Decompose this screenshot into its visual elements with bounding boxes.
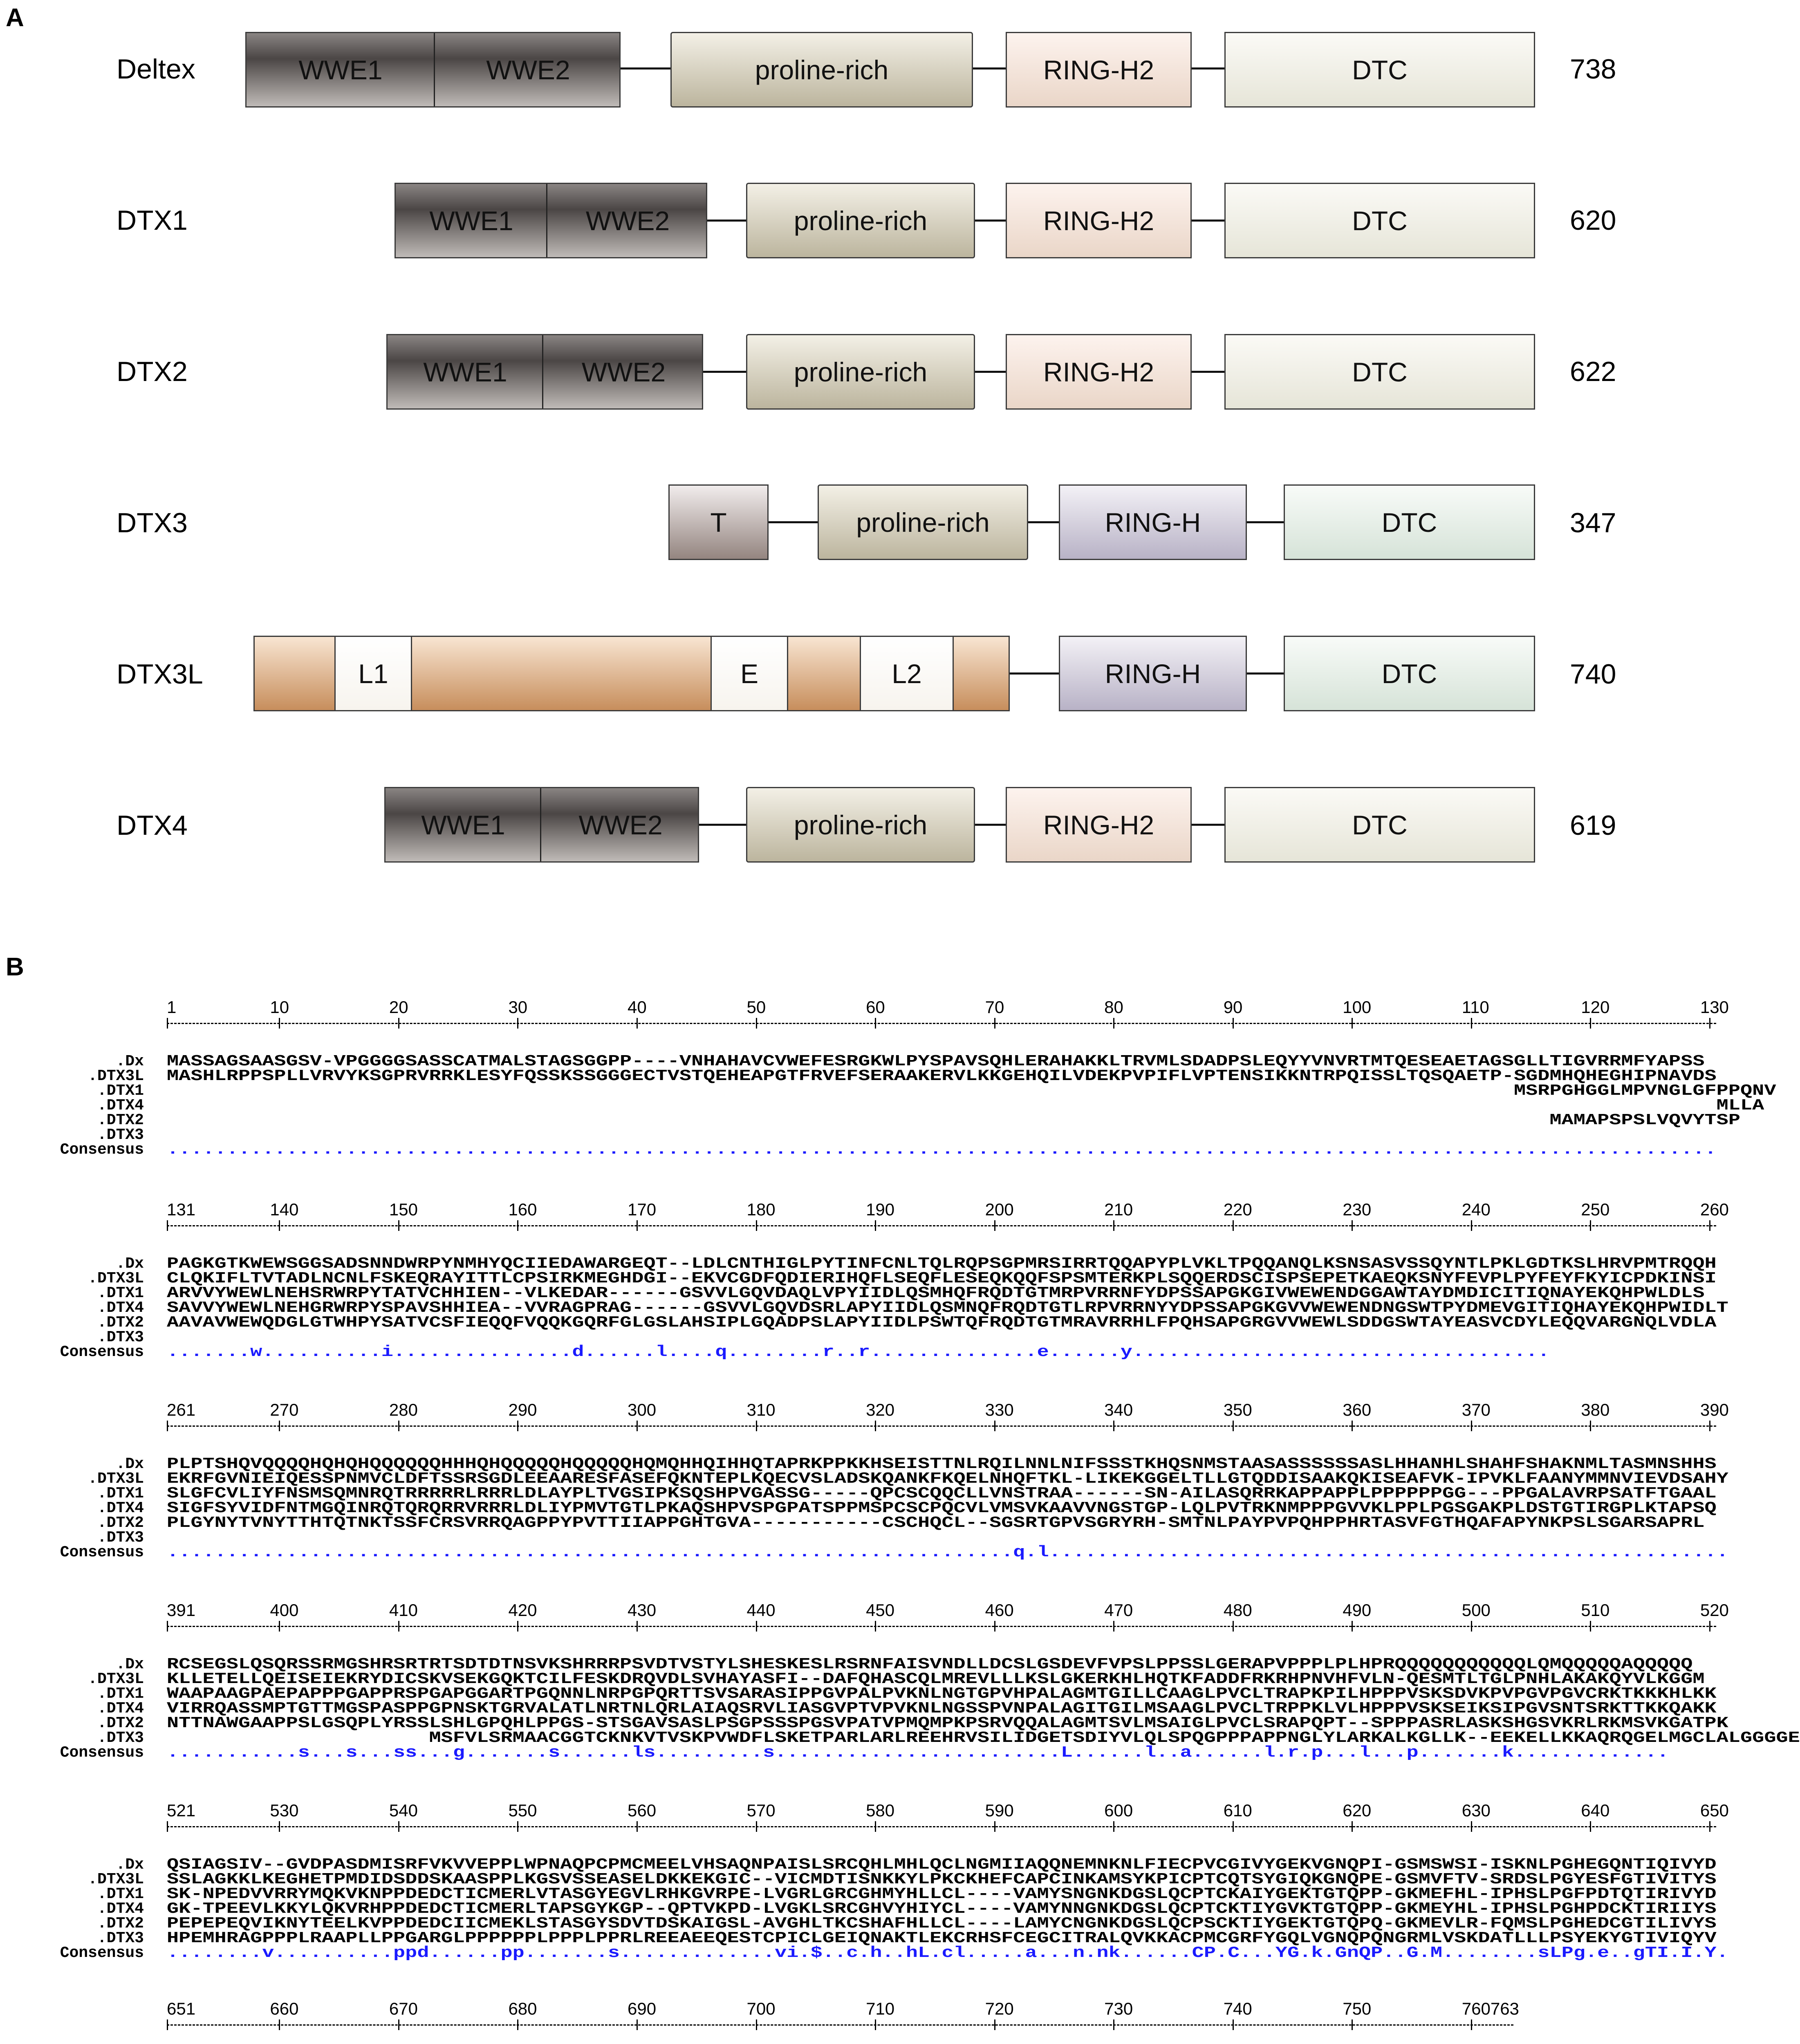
sequence-label: .Dx xyxy=(116,1255,144,1273)
ruler-number: 620 xyxy=(1343,1801,1372,1820)
aligned-sequence: RCSEGSLQSQRSSRMGSHRSRTRTSDTDTNSVKSHRRRPSVDTVSTYLSHESKESLRSRNFAISVNDLLDCSLGSDEVFVPSLPPSSLGERAPVPPPLPLHPRQQQQQQQQQQQLQMQQQQQAQQQQQ xyxy=(167,1656,1693,1673)
ruler-tick xyxy=(994,2019,995,2030)
aligned-sequence: MSFVLSRMAACGGTCKNKVTVSKPVWDFLSKETPARLARLREEHRVSILIDGETSDIYVLQLSPQGPPPAPPNGLYLARKALKGLLK--EEKELLKKAQRQGELMGCLALGGGGE xyxy=(167,1729,1800,1747)
ruler-tick xyxy=(875,1421,876,1431)
ruler-tick xyxy=(1352,1421,1353,1431)
ruler-number: 210 xyxy=(1104,1200,1133,1219)
linker xyxy=(769,521,820,523)
ruler-tick xyxy=(398,1421,399,1431)
ruler-tick xyxy=(637,1421,638,1431)
ruler-number: 760763 xyxy=(1462,1999,1519,2018)
ruler-number: 380 xyxy=(1581,1400,1610,1419)
ruler-number: 520 xyxy=(1700,1600,1729,1620)
wwe-domain-pair xyxy=(384,787,699,863)
protein-name-dtx3l: DTX3L xyxy=(117,659,203,690)
sequence-label: .DTX3 xyxy=(97,1529,144,1546)
ruler-number: 170 xyxy=(628,1200,657,1219)
ruler-number: 570 xyxy=(746,1801,776,1820)
proline-rich-domain: proline-rich xyxy=(818,484,1028,560)
ruler-number: 70 xyxy=(985,997,1004,1017)
linker xyxy=(1190,220,1224,222)
aligned-sequence: QSIAGSIV--GVDPASDMISRFVKVVEPPLWPNAQPCPMCMEELVHSAQNPAISLSRCQHLMHLQCLNGMIIAQQNEMNKNLFIECPVCGIVYGEKVGNQPI-GSMSWSI-ISKNLPGHEGQNTIQIVYD xyxy=(167,1856,1717,1874)
sequence-label: .Dx xyxy=(116,1455,144,1473)
consensus-sequence: ...........s...s...ss...g.......s......ls.........s........................L......l..a......l.r.p...l...p.......k............. xyxy=(167,1744,1669,1762)
ruler-number: 410 xyxy=(389,1600,418,1620)
consensus-sequence: .................................................................................................................................. xyxy=(167,1141,1717,1159)
dtc-domain: DTC xyxy=(1284,484,1535,560)
ruler-number: 140 xyxy=(270,1200,299,1219)
ruler-tick xyxy=(1590,1821,1591,1832)
aligned-sequence: MAMAPSPSLVQVYTSP xyxy=(167,1112,1741,1129)
ruler-tick xyxy=(279,2019,280,2030)
ruler-tick xyxy=(994,1821,995,1832)
sequence-label: .DTX2 xyxy=(97,1112,144,1129)
ruler-number: 360 xyxy=(1343,1400,1372,1419)
sequence-label: .DTX2 xyxy=(97,1314,144,1331)
ruler-number: 220 xyxy=(1223,1200,1252,1219)
ruler-tick xyxy=(637,1821,638,1832)
sequence-label: .DTX2 xyxy=(97,1715,144,1732)
dtc-domain: DTC xyxy=(1224,32,1535,108)
ruler-number: 730 xyxy=(1104,1999,1133,2018)
aligned-sequence: SAVVYWEWLNEHGRWRPYSPAVSHHIEA--VVRAGPRAG------GSVVLGQVDSRLAPYIIDLQSMNQFRQDTGTLRPVRRNYYDPSSAPGKGVVWEWENDNGSWTPYDMEVGITIQHAYEKQHPWIDLT xyxy=(167,1299,1728,1317)
proline-rich-domain: proline-rich xyxy=(746,183,975,258)
ruler-number: 1 xyxy=(167,997,177,1017)
sequence-label: .DTX4 xyxy=(97,1700,144,1717)
ruler-number: 670 xyxy=(389,1999,418,2018)
consensus-sequence: .......w..........i...............d......l....q........r..r..............e......y................................... xyxy=(167,1343,1550,1361)
ruler-tick xyxy=(279,1621,280,1632)
ruler-tick xyxy=(398,1018,399,1029)
protein-length-dtx3: 347 xyxy=(1570,507,1616,538)
t-domain: T xyxy=(668,484,769,560)
ruler-tick xyxy=(1352,1821,1353,1832)
proline-rich-domain: proline-rich xyxy=(746,787,975,863)
ruler-tick xyxy=(1352,1621,1353,1632)
ring-h2-domain: RING-H2 xyxy=(1006,787,1192,863)
ruler-number: 700 xyxy=(746,1999,776,2018)
ruler-number: 260 xyxy=(1700,1200,1729,1219)
ruler-number: 60 xyxy=(866,997,885,1017)
ruler-number: 190 xyxy=(866,1200,895,1219)
ruler-number: 390 xyxy=(1700,1400,1729,1419)
wwe-domain-pair xyxy=(395,183,707,258)
ruler-number: 710 xyxy=(866,1999,895,2018)
sequence-label: .Dx xyxy=(116,1856,144,1874)
aligned-sequence: MSRPGHGGLMPVNGLGFPPQNV xyxy=(167,1082,1776,1100)
linker xyxy=(973,824,1006,826)
aligned-sequence: PLGYNYTVNYTTHTQTNKTSSFCRSVRRQAGPPYPVTTIIAPPGHTGVA-----------CSCHQCL--SGSRTGPVSGRYRH-SMTNLPAYPVPQHPPHRTASVFGTHQAFAPYNKPSLSGARSAPRL xyxy=(167,1514,1705,1532)
ruler-number: 131 xyxy=(167,1200,196,1219)
ruler-tick xyxy=(1233,1018,1234,1029)
wwe1-label: WWE1 xyxy=(298,54,383,85)
aligned-sequence: SSLAGKKLKEGHETPMDIDSDDSKAASPPLKGSVSSEASELDKKEKGIC--VICMDTISNKKYLPKCKHEFCAPCINKAMSYKPICPTCQTSYGIQKGNQPE-GSMVFTV-SRDSLPGYESFGTIVITYS xyxy=(167,1871,1717,1888)
ruler-number: 280 xyxy=(389,1400,418,1419)
protein-name-dtx4: DTX4 xyxy=(117,810,188,841)
wwe2-label: WWE2 xyxy=(581,356,666,387)
ruler-number: 480 xyxy=(1223,1600,1252,1620)
sequence-label: .DTX4 xyxy=(97,1499,144,1517)
ruler-tick xyxy=(1233,1421,1234,1431)
sequence-label: .DTX1 xyxy=(97,1284,144,1302)
ruler-number: 440 xyxy=(746,1600,776,1620)
aligned-sequence: SK-NPEDVVRRYMQKVKNPPDEDCTICMERLVTASGYEGVLRHKGVRPE-LVGRLGRCGHMYHLLCL----VAMYSNGNKDGSLQCPTCKAIYGEKTGTQPP-GKMEFHL-IPHSLPGFPDTQTIRIVYD xyxy=(167,1885,1717,1903)
ruler-number: 230 xyxy=(1343,1200,1372,1219)
protein-length-dtx2: 622 xyxy=(1570,356,1616,387)
ruler-number: 100 xyxy=(1343,997,1372,1017)
sequence-label: .DTX3 xyxy=(97,1930,144,1947)
ruler-number: 400 xyxy=(270,1600,299,1620)
protein-name-dtx2: DTX2 xyxy=(117,356,188,387)
ruler-number: 420 xyxy=(508,1600,537,1620)
ruler-tick xyxy=(1471,2019,1472,2030)
ruler-tick xyxy=(1590,1621,1591,1632)
ring-h2-domain: RING-H2 xyxy=(1006,32,1192,108)
l2-motif: L2 xyxy=(860,637,954,710)
ruler-tick xyxy=(1113,1018,1114,1029)
sequence-label: Consensus xyxy=(60,1544,144,1561)
linker xyxy=(973,220,1006,222)
ruler-tick xyxy=(517,1421,518,1431)
linker xyxy=(1026,521,1061,523)
ruler-number: 290 xyxy=(508,1400,537,1419)
sequence-label: .DTX3L xyxy=(88,1270,144,1287)
ring-h-domain: RING-H xyxy=(1059,636,1247,711)
ruler-tick xyxy=(398,1220,399,1231)
ring-h2-domain: RING-H2 xyxy=(1006,183,1192,258)
sequence-label: .DTX3L xyxy=(88,1067,144,1085)
ruler-number: 20 xyxy=(389,997,408,1017)
ruler-number: 300 xyxy=(628,1400,657,1419)
ruler-number: 530 xyxy=(270,1801,299,1820)
ruler-number: 10 xyxy=(270,997,289,1017)
ruler-tick xyxy=(756,1018,757,1029)
protein-name-dtx3: DTX3 xyxy=(117,507,188,538)
ruler-number: 270 xyxy=(270,1400,299,1419)
ruler-tick xyxy=(1113,1421,1114,1431)
ruler-tick xyxy=(756,1821,757,1832)
ruler-tick xyxy=(1113,1621,1114,1632)
wwe2-label: WWE2 xyxy=(585,205,670,236)
sequence-label: .DTX2 xyxy=(97,1514,144,1532)
linker xyxy=(697,824,746,826)
ruler-tick xyxy=(1352,2019,1353,2030)
ruler-number: 720 xyxy=(985,1999,1014,2018)
ruler-tick xyxy=(756,1220,757,1231)
ruler-tick xyxy=(994,1018,995,1029)
ruler-number: 500 xyxy=(1462,1600,1491,1620)
panel-a-letter: A xyxy=(6,4,24,32)
ruler-number: 590 xyxy=(985,1801,1014,1820)
wwe1-label: WWE1 xyxy=(423,356,507,387)
aligned-sequence: PAGKGTKWEWSGGSADSNNDWRPYNMHYQCIIEDAWARGEQT--LDLCNTHIGLPYTINFCNLTQLRQPSGPMRSIRRTQQAPYPLVKLTPQQANQLKSNSASVSSQYNTLPKLGDTKSLHRVPMTRQQH xyxy=(167,1255,1717,1273)
sequence-label: .DTX1 xyxy=(97,1485,144,1502)
sequence-label: .DTX3L xyxy=(88,1470,144,1488)
ruler-tick xyxy=(279,1821,280,1832)
ruler-tick xyxy=(1471,1421,1472,1431)
ruler-tick xyxy=(875,1220,876,1231)
ruler-tick xyxy=(637,1018,638,1029)
ruler-number: 540 xyxy=(389,1801,418,1820)
ruler-number: 610 xyxy=(1223,1801,1252,1820)
ruler-number: 690 xyxy=(628,1999,657,2018)
ruler-number: 110 xyxy=(1462,997,1489,1017)
ruler-tick xyxy=(1233,1621,1234,1632)
sequence-label: .DTX4 xyxy=(97,1299,144,1317)
ruler-tick xyxy=(1709,1220,1710,1231)
ruler-number: 160 xyxy=(508,1200,537,1219)
dtc-domain: DTC xyxy=(1284,636,1535,711)
sequence-label: .DTX1 xyxy=(97,1885,144,1903)
sequence-label: .Dx xyxy=(116,1053,144,1070)
ruler-number: 150 xyxy=(389,1200,418,1219)
protein-name-deltex: Deltex xyxy=(117,54,195,85)
ruler-tick xyxy=(398,1821,399,1832)
linker xyxy=(1190,67,1224,69)
ruler-tick xyxy=(1233,2019,1234,2030)
ruler-number: 550 xyxy=(508,1801,537,1820)
ruler-number: 560 xyxy=(628,1801,657,1820)
ruler-tick xyxy=(1352,1220,1353,1231)
sequence-label: Consensus xyxy=(60,1744,144,1762)
ruler-tick xyxy=(1590,1220,1591,1231)
aligned-sequence: HPEMHRAGPPPLRAAPLLPPGARGLPPPPPPLPPPLPPRLREEAEEQESTCPICLGEIQNAKTLEKCRHSFCEGCITRALQVKKACPMCGRFYGQLVGNQPQNGRMLVSKDATLLLPSYEKYGTIVIQYV xyxy=(167,1930,1717,1947)
e-motif: E xyxy=(711,637,788,710)
aligned-sequence: EKRFGVNIEIQESSPNMVCLDFTSSRSGDLEEAARESFASEFQKNTEPLKQECVSLADSKQANKFKQELNHQFTKL-LIKEKGGELTLLGTQDDISAAKQKISEAFVK-IPVKLFAANYMMNVIEVDSAHY xyxy=(167,1470,1728,1488)
sequence-label: Consensus xyxy=(60,1944,144,1962)
ruler-number: 630 xyxy=(1462,1801,1491,1820)
ruler-tick xyxy=(517,1621,518,1632)
ruler-number: 80 xyxy=(1104,997,1123,1017)
sequence-label: .DTX2 xyxy=(97,1915,144,1932)
l1-motif: L1 xyxy=(334,637,412,710)
ruler-number: 600 xyxy=(1104,1801,1133,1820)
ruler-number: 640 xyxy=(1581,1801,1610,1820)
ruler-tick xyxy=(167,1621,168,1632)
linker xyxy=(1008,672,1061,675)
ruler-number: 310 xyxy=(746,1400,776,1419)
ruler-tick xyxy=(1709,1421,1710,1431)
ring-h-domain: RING-H xyxy=(1059,484,1247,560)
aligned-sequence: CLQKIFLTVTADLNCNLFSKEQRAYITTLCPSIRKMEGHDGI--EKVCGDFQDIERIHQFLSEQFLESEQKQQFSPSMTERKPLSQQERDSCISPSEPETKAEQKSNYFEVPLPYFEYFKYICPDKINSI xyxy=(167,1270,1717,1287)
ruler-number: 320 xyxy=(866,1400,895,1419)
ruler-number: 340 xyxy=(1104,1400,1133,1419)
ruler-number: 261 xyxy=(167,1400,196,1419)
linker xyxy=(705,220,746,222)
ruler-tick xyxy=(517,2019,518,2030)
ruler-tick xyxy=(167,1220,168,1231)
ruler-tick xyxy=(1471,1821,1472,1832)
linker xyxy=(971,67,1006,69)
ruler-tick xyxy=(1709,1621,1710,1632)
aligned-sequence: KLLETELLQEISEIEKRYDICSKVSEKGQKTCILFESKDRQVDLSVHAYASFI--DAFQHASCQLMREVLLLKSLGKERKHLHQTKFADDFRKRHPNVHFVLN-QESMTLTGLPNHLAKAKQYVLKGGM xyxy=(167,1670,1705,1688)
ruler-tick xyxy=(1590,1018,1591,1029)
dtc-domain: DTC xyxy=(1224,183,1535,258)
aligned-sequence: MASSAGSAASGSV-VPGGGGSASSCATMALSTAGSGGPP----VNHAHAVCVWEFESRGKWLPYSPAVSQHLERAHAKKLTRVMLSDADPSLEQYYVNVRTMTQESEAETAGSGLLTIGVRRMFYAPSS xyxy=(167,1053,1705,1070)
ruler-number: 470 xyxy=(1104,1600,1133,1620)
ruler-number: 580 xyxy=(866,1801,895,1820)
sequence-label: .DTX3L xyxy=(88,1670,144,1688)
ruler-tick xyxy=(279,1421,280,1431)
ruler-tick xyxy=(875,2019,876,2030)
ruler-tick xyxy=(517,1220,518,1231)
ruler-number: 680 xyxy=(508,1999,537,2018)
ruler-tick xyxy=(637,1220,638,1231)
ruler-number: 750 xyxy=(1343,1999,1372,2018)
ruler-tick xyxy=(167,1421,168,1431)
ruler-number: 490 xyxy=(1343,1600,1372,1620)
protein-length-dtx1: 620 xyxy=(1570,205,1616,236)
aligned-sequence: GK-TPEEVLKKYLQKVRHPPDEDCTICMERLTAPSGYKGP--QPTVKPD-LVGKLSRCGHVYHIYCL----VAMYNNGNKDGSLQCPTCKTIYGVKTGTQPP-GKMEYHL-IPHSLPGHPDCKTIRIIYS xyxy=(167,1900,1717,1918)
ruler-tick xyxy=(398,1621,399,1632)
ruler-tick xyxy=(1233,1821,1234,1832)
ruler-number: 651 xyxy=(167,1999,196,2018)
ruler-tick xyxy=(167,2019,168,2030)
ruler-tick xyxy=(167,1821,168,1832)
aligned-sequence: AAVAVWEWQDGLGTWHPYSATVCSFIEQQFVQQKGQRFGLGSLAHSIPLGQADPSLAPYIIDLPSWTQFRQDTGTMRAVRRHLFPQHSAPGRGVVWEWLSDDGSWTAYEASVCDYLEQQVARGNQLVDLA xyxy=(167,1314,1717,1331)
ruler-number: 180 xyxy=(746,1200,776,1219)
sequence-label: .DTX3 xyxy=(97,1329,144,1346)
ruler-tick xyxy=(1590,1421,1591,1431)
ruler-tick xyxy=(756,1621,757,1632)
proline-rich-domain: proline-rich xyxy=(746,334,975,410)
ruler-tick xyxy=(994,1421,995,1431)
aligned-sequence: SLGFCVLIYFNSMSQMNRQTRRRRRLRRRLDLAYPLTVGSIPKSQSHPVGASSG-----QPCSCQQCLLVNSTRAA------SN-AILASQRRKAPPAPPLPPPPPPGG---PPGALAVRPSATFTGAAL xyxy=(167,1485,1717,1502)
ruler-tick xyxy=(1113,1821,1114,1832)
dtx3l-n-terminal-region xyxy=(253,636,1010,711)
ruler-number: 200 xyxy=(985,1200,1014,1219)
wwe2-label: WWE2 xyxy=(578,809,663,840)
ruler-number: 510 xyxy=(1581,1600,1610,1620)
ruler-tick xyxy=(1709,1821,1710,1832)
protein-length-dtx4: 619 xyxy=(1570,810,1616,841)
aligned-sequence: ARVVYWEWLNEHSRWRPYTATVCHHIEN--VLKEDAR------GSVVLGQVDAQLVPYIIDLQSMHQFRQDTGTMRPVRRNFYDPSSAPGKGIVWEWENDGGAWTAYDMDICITIQNAYEKQHPWLDLS xyxy=(167,1284,1705,1302)
ruler-number: 350 xyxy=(1223,1400,1252,1419)
ruler-tick xyxy=(756,2019,757,2030)
ruler-tick xyxy=(1113,2019,1114,2030)
aligned-sequence: MASHLRPPSPLLVRVYKSGPRVRRKLESYFQSSKSSGGGECTVSTQEHEAPGTFRVEFSERAAKERVLKKGEHQILVDEKPVPIFLVPTENSIKKNTRPQISSLTQSQAETP-SGDMHQHEGHIPNAVDS xyxy=(167,1067,1717,1085)
ring-h2-domain: RING-H2 xyxy=(1006,334,1192,410)
wwe-domain-pair xyxy=(245,32,621,108)
consensus-sequence: .......................................................................q.l......................................................... xyxy=(167,1544,1728,1561)
wwe1-label: WWE1 xyxy=(429,205,513,236)
ruler-tick xyxy=(875,1018,876,1029)
ruler-number: 660 xyxy=(270,1999,299,2018)
linker xyxy=(1245,672,1284,675)
ruler-tick xyxy=(1233,1220,1234,1231)
ruler-tick xyxy=(1709,1018,1710,1029)
ruler-tick xyxy=(994,1621,995,1632)
ruler-number: 460 xyxy=(985,1600,1014,1620)
ruler-number: 430 xyxy=(628,1600,657,1620)
ruler-number: 50 xyxy=(746,997,766,1017)
ruler-tick xyxy=(1113,1220,1114,1231)
ruler-tick xyxy=(637,2019,638,2030)
ruler-number: 370 xyxy=(1462,1400,1491,1419)
ruler-tick xyxy=(398,2019,399,2030)
ruler-number: 330 xyxy=(985,1400,1014,1419)
ruler-number: 521 xyxy=(167,1801,196,1820)
ruler-line xyxy=(167,2024,1513,2027)
sequence-label: .Dx xyxy=(116,1656,144,1673)
ruler-number: 250 xyxy=(1581,1200,1610,1219)
ruler-tick xyxy=(1352,1018,1353,1029)
sequence-label: .DTX1 xyxy=(97,1685,144,1703)
ruler-number: 240 xyxy=(1462,1200,1491,1219)
ruler-number: 90 xyxy=(1223,997,1243,1017)
wwe1-label: WWE1 xyxy=(421,809,505,840)
linker xyxy=(1245,521,1284,523)
protein-name-dtx1: DTX1 xyxy=(117,205,188,236)
ruler-tick xyxy=(756,1421,757,1431)
ruler-tick xyxy=(875,1821,876,1832)
aligned-sequence: PEPEPEQVIKNYTEELKVPPDEDCIICMEKLSTASGYSDVTDSKAIGSL-AVGHLTKCSHAFHLLCL----LAMYCNGNKDGSLQCPSCKTIYGEKTGTQPQ-GKMEVLR-FQMSLPGHEDCGTILIVYS xyxy=(167,1915,1717,1932)
linker xyxy=(619,67,670,69)
sequence-label: .DTX4 xyxy=(97,1900,144,1918)
aligned-sequence: NTTNAWGAAPPSLGSQPLYRSSLSHLGPQHLPPGS-STSGAVSASLPSGPSSSPGSVPATVPMQMPKPSRVQQALAGMTSVLMSAIGLPVCLSRAPQPT--SPPPASRLASKSHGSVKRLRKMSVKGATPK xyxy=(167,1715,1728,1732)
proline-rich-domain: proline-rich xyxy=(670,32,973,108)
aligned-sequence: WAAPAAGPAEPAPPPGAPPRSPGAPGGARTPGQNNLNRPGPQRTTSVSARASIPPGVPALPVKNLNGTGPVHPALAGMTGILLCAAGLPVCLTRAPKPILHPPPVSKSDVKPVPGVPGVCRKTKKKHLKK xyxy=(167,1685,1717,1703)
ruler-tick xyxy=(517,1018,518,1029)
dtc-domain: DTC xyxy=(1224,787,1535,863)
sequence-label: .DTX3L xyxy=(88,1871,144,1888)
ruler-number: 130 xyxy=(1700,997,1729,1017)
ruler-number: 120 xyxy=(1581,997,1610,1017)
sequence-label: .DTX3 xyxy=(97,1729,144,1747)
wwe2-label: WWE2 xyxy=(486,54,570,85)
sequence-label: .DTX4 xyxy=(97,1097,144,1114)
panel-b-letter: B xyxy=(6,953,24,981)
consensus-sequence: ........v..........ppd......pp.......s.............vi.$..c.h..hL.cl.....a...n.nk......CP.C...YG.k.GnQP..G.M........sLPg.e..gTI.I.Y. xyxy=(167,1944,1728,1962)
ruler-number: 391 xyxy=(167,1600,196,1620)
sequence-label: .DTX1 xyxy=(97,1082,144,1100)
ruler-tick xyxy=(1471,1018,1472,1029)
aligned-sequence: VIRRQASSMPTGTTMGSPASPPGPNSKTGRVALATLNRTNLQRLAIAQSRVLIASGVPTVPVKNLNGSSPVNPALAGITGILMSAAGLPVCLTRPPKLVLHPPPVSKSEIKSIPGVSNTSRKTTKKQAKK xyxy=(167,1700,1717,1717)
ruler-number: 450 xyxy=(866,1600,895,1620)
sequence-label: Consensus xyxy=(60,1141,144,1159)
aligned-sequence: SIGFSYVIDFNTMGQINRQTQRQRRVRRRLDLIYPMVTGTLPKAQSHPVSPGPATSPPMSPCSCPQCVLVMSVKAAVVNGSTGP-LQLPVTRKNMPPPGVVKLPPLPGSGAKPLDSTGTIRGPLKTAPSQ xyxy=(167,1499,1717,1517)
ruler-tick xyxy=(994,1220,995,1231)
ruler-number: 650 xyxy=(1700,1801,1729,1820)
ruler-tick xyxy=(875,1621,876,1632)
sequence-label: .DTX3 xyxy=(97,1126,144,1144)
ruler-tick xyxy=(167,1018,168,1029)
ruler-tick xyxy=(517,1821,518,1832)
linker xyxy=(1190,371,1224,373)
sequence-label: Consensus xyxy=(60,1343,144,1361)
dtc-domain: DTC xyxy=(1224,334,1535,410)
ruler-number: 30 xyxy=(508,997,528,1017)
ruler-tick xyxy=(279,1018,280,1029)
ruler-tick xyxy=(279,1220,280,1231)
linker xyxy=(973,371,1006,373)
ruler-tick xyxy=(1471,1621,1472,1632)
protein-length-deltex: 738 xyxy=(1570,54,1616,85)
protein-length-dtx3l: 740 xyxy=(1570,659,1616,690)
ruler-number: 40 xyxy=(628,997,647,1017)
wwe-domain-pair xyxy=(386,334,703,410)
ruler-number: 740 xyxy=(1223,1999,1252,2018)
ruler-tick xyxy=(1471,1220,1472,1231)
aligned-sequence: PLPTSHQVQQQQHQHQHQQQQQQHHHQHQQQQQHQQQQQHQMQHHQIHHQTAPRKPPKKHSEISTTNLRQILNNLNIFSSSTKHQSNMSTAASASSSSSSASLHHANHLSHAHFSHAKNMLTASMNSHHS xyxy=(167,1455,1717,1473)
aligned-sequence: MLLA xyxy=(167,1097,1764,1114)
ruler-tick xyxy=(637,1621,638,1632)
linker xyxy=(701,371,746,373)
linker xyxy=(1190,824,1224,826)
